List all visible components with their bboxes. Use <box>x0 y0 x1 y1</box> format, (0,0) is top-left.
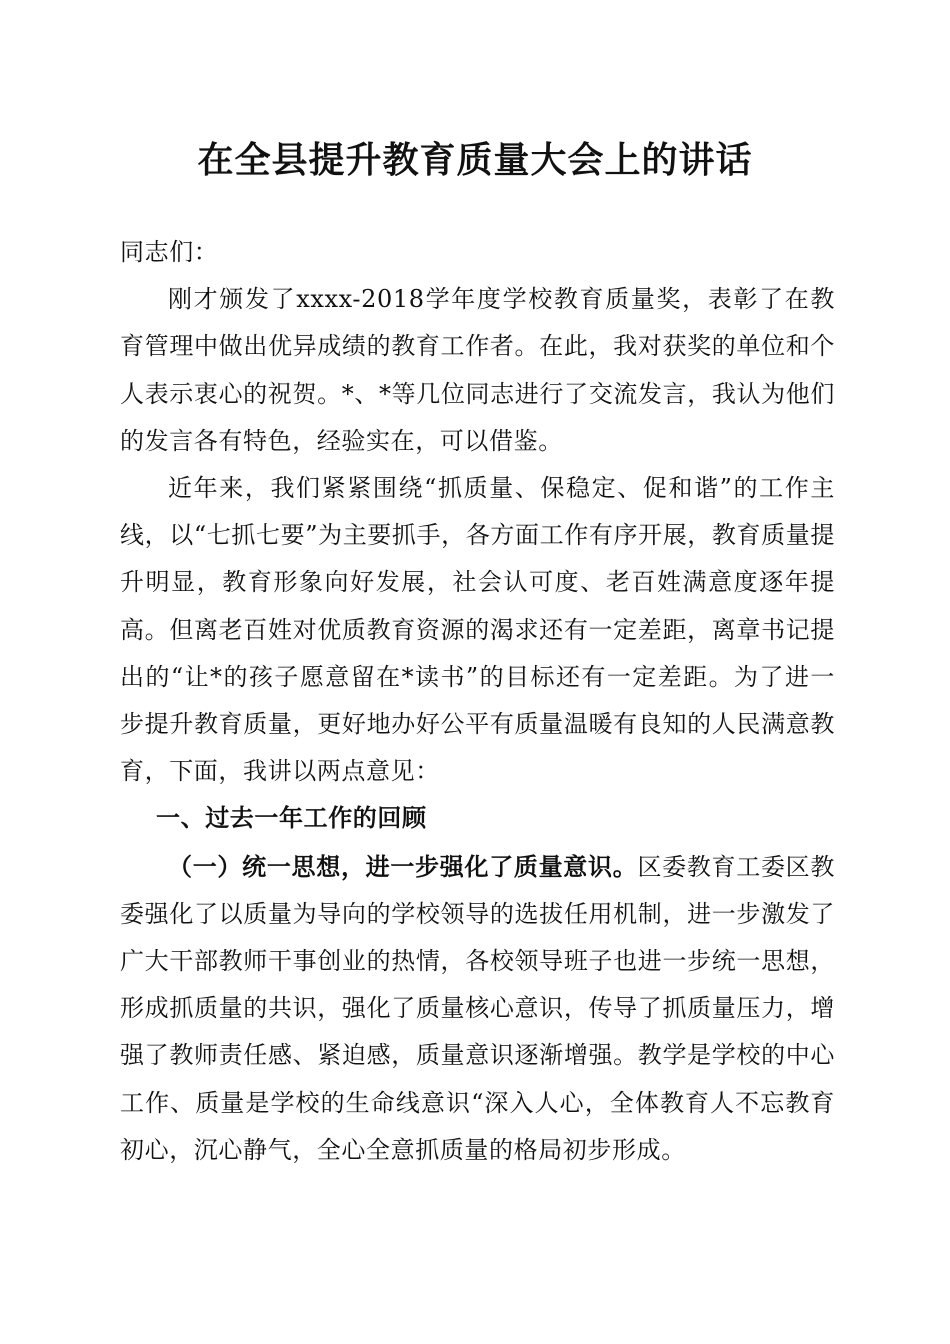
paragraph-progress: 近年来，我们紧紧围绕“抓质量、保稳定、促和谐”的工作主线，以“七抓七要”为主要抓手，各方面工作有序开展，教育质量提升明显，教育形象向好发展，社会认可度、老百姓满意度逐年提高。但离老百姓对优质教育资源的渴求还有一定差距，离章书记提出的“让*的孩子愿意留在*读书”的目标还有一定差距。为了进一步提升教育质量，更好地办好公平有质量温暖有良知的人民满意教育，下面，我讲以两点意见： <box>120 474 835 786</box>
subsection-lead: （一）统一思想，进一步强化了质量意识。 <box>168 851 638 881</box>
document-body <box>120 229 835 1174</box>
salutation: 同志们： <box>120 238 219 266</box>
section-heading-review: 一、过去一年工作的回顾 <box>156 804 427 833</box>
subsection-body: 区委教育工委区教委强化了以质量为导向的学校领导的选拔任用机制，进一步激发了广大干部教师干事创业的热情，各校领导班子也进一步统一思想，形成抓质量的共识，强化了质量核心意识，传导了抓质量压力，增强了教师责任感、紧迫感，质量意识逐渐增强。教学是学校的中心工作、质量是学校的生命线意识“深入人心，全体教育人不忘教育初心，沉心静气，全心全意抓质量的格局初步形成。 <box>120 852 835 1164</box>
subsection-unify-thinking <box>120 843 835 1174</box>
paragraph-awards: 刚才颁发了xxxx-2018学年度学校教育质量奖，表彰了在教育管理中做出优异成绩的教育工作者。在此，我对获奖的单位和个人表示衷心的祝贺。*、*等几位同志进行了交流发言，我认为他们的发言各有特色，经验实在，可以借鉴。 <box>120 285 835 455</box>
document-title: 在全县提升教育质量大会上的讲话 <box>197 139 753 181</box>
